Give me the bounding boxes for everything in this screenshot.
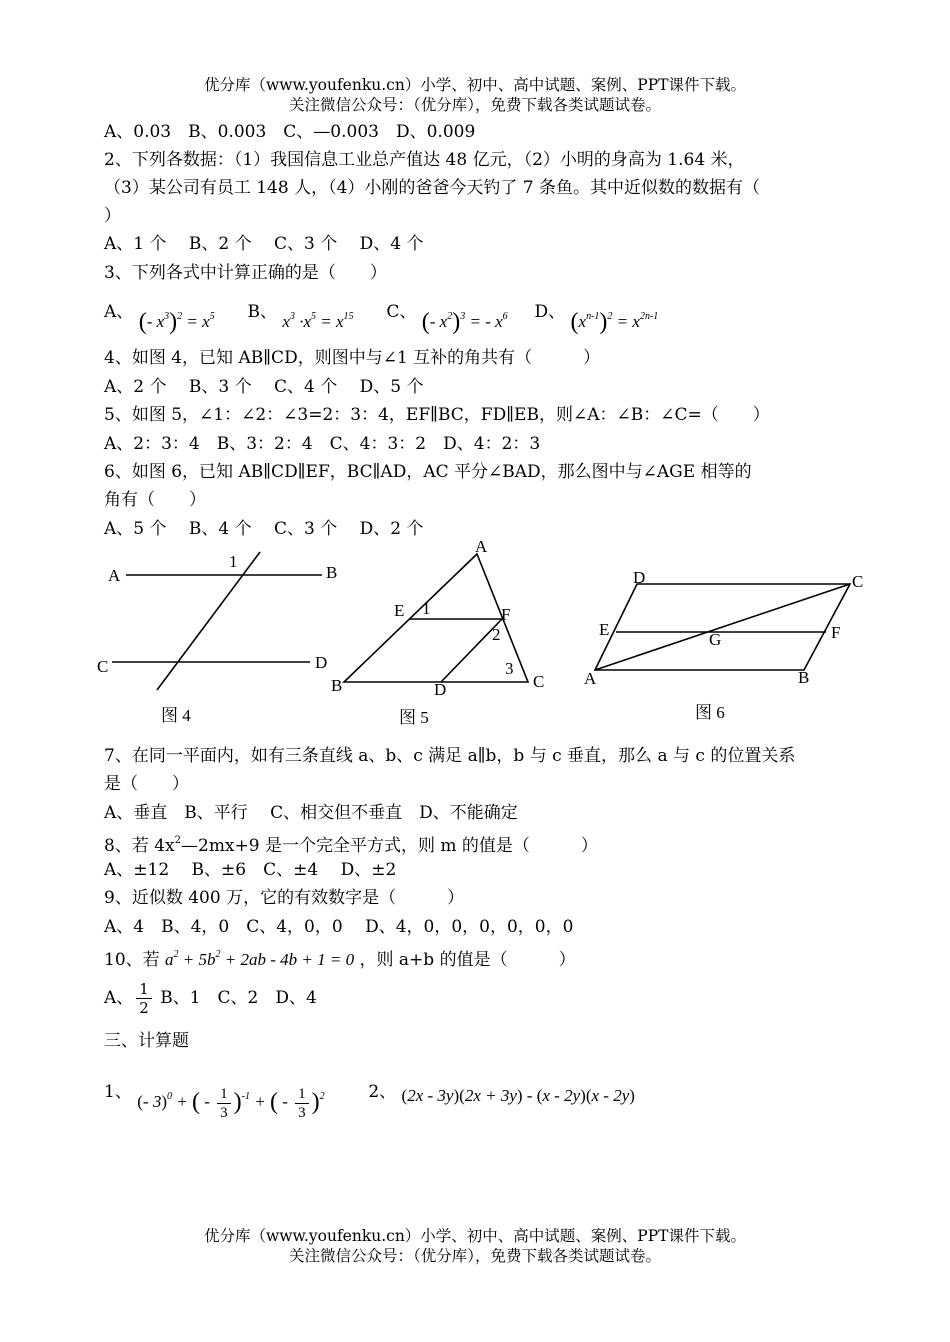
fig6-label-e: E [599,620,610,639]
fig6-caption: 图 6 [695,703,725,722]
fig5-label-a: A [475,537,488,556]
calc-problems [104,1072,635,1122]
calc2-label: 2、 [368,1082,397,1102]
q2-options: A、1 个 B、2 个 C、3 个 D、4 个 [104,234,424,254]
fig6-label-a: A [584,669,597,688]
q7-line-1: 7、在同一平面内，如有三条直线 a、b、c 满足 a∥b，b 与 c 垂直，那么 a 与 c 的位置关系 [104,746,796,766]
q2-line-2: （3）某公司有员工 148 人，（4）小刚的爸爸今天钓了 7 条鱼。其中近似数的数据有（ [104,178,761,198]
q3-formula-d: $(x^{n-1})^2 = x^{2n-1}$ [570,309,659,335]
fig5-label-angle1: 1 [422,599,431,618]
q3-label-b: B、 [247,302,277,322]
q9-stem: 9、近似数 400 万，它的有效数字是（ ） [104,888,465,908]
fig4-caption: 图 4 [161,706,191,725]
q3-stem: 3、下列各式中计算正确的是（ ） [104,263,387,283]
fig5-label-b: B [331,676,343,695]
q5-stem: 5、如图 5，∠1：∠2：∠3=2：3：4，EF∥BC，FD∥EB，则∠A：∠B：∠C=（ ） [104,405,770,425]
fig6-label-f: F [831,623,841,642]
q3-label-d: D、 [534,302,566,322]
fig4-label-angle1: 1 [229,552,238,571]
fig6-label-b: B [798,668,810,687]
q8-pre: 8、若 4x [104,836,175,856]
fig5-label-f: F [501,605,511,624]
q10-stem [104,944,576,971]
footer-line-1: 优分库（www.youfenku.cn）小学、初中、高中试题、案例、PPT课件下载。 [203,1227,747,1245]
fig4-label-c: C [97,657,109,676]
q7-line-2: 是（ ） [104,774,189,794]
q2-line-1: 2、下列各数据：（1）我国信息工业总产值达 48 亿元，（2）小明的身高为 1.64 米， [104,150,745,170]
q10-options [104,976,317,1020]
q7-options: A、垂直 B、平行 C、相交但不垂直 D、不能确定 [104,803,518,823]
section3-title: 三、计算题 [104,1031,189,1051]
q10-opt-a: A、 [104,988,134,1008]
q9-options: A、4 B、4，0 C、4，0，0 D、4，0，0，0，0，0，0 [104,917,574,937]
fig4-transversal [157,552,260,690]
q3-label-c: C、 [386,302,417,322]
q10-equation: $a^2 + 5b^2 + 2ab - 4b + 1 = 0$ [165,949,355,969]
fig5-label-c: C [533,672,545,691]
q3-formula-a: (- $x^3)^2 = x^5$ [138,309,215,335]
fig5-label-angle2: 2 [492,625,501,644]
q6-line-2: 角有（ ） [104,490,206,510]
fig6-label-g: G [709,630,722,649]
q8-post: —2mx+9 是一个完全平方式，则 m 的值是（ ） [181,836,598,856]
calc1-label: 1、 [104,1082,132,1102]
q8-stem [104,830,598,857]
fig5-label-e: E [394,601,405,620]
q10-rest: B、1 C、2 D、4 [160,988,317,1008]
q6-options: A、5 个 B、4 个 C、3 个 D、2 个 [104,519,424,539]
fig5-label-angle3: 3 [505,659,514,678]
q10-post: ，则 a+b 的值是（ ） [359,950,576,970]
calc2-formula: (2x - 3y)(2x + 3y) - (x - 2y)(x - 2y) [401,1086,635,1105]
header-line-2: 关注微信公众号：（优分库），免费下载各类试题试卷。 [288,96,661,114]
fig4-label-d: D [315,653,328,672]
q8-options: A、±12 B、±6 C、±4 D、±2 [104,860,397,880]
fig4-label-a: A [108,566,121,585]
q3-formula-b: $x^3 \cdot x^5 = x^{15}$ [282,311,354,331]
fig5-caption: 图 5 [399,708,429,727]
q8-sup: 2 [174,835,181,846]
q2-line-3: ） [104,206,121,226]
q10-frac-num: 1 [136,980,152,999]
q6-line-1: 6、如图 6，已知 AB∥CD∥EF，BC∥AD，AC 平分∠BAD，那么图中与∠AGE 相等的 [104,462,752,482]
fig5-label-d: D [434,680,447,699]
q3-label-a: A、 [104,302,134,322]
fig4-label-b: B [326,563,338,582]
fig6-label-c: C [852,572,864,591]
q10-fraction [136,980,152,1017]
fig6-label-d: D [633,568,646,587]
calc1-formula: (- 3)$^0$ + ( - $\frac{1}{3}$ )$^{-1}$ + ( - $\frac{1}{3}$ )$^2$ [137,1085,325,1121]
q10-pre: 10、若 [104,950,160,970]
header-line-1: 优分库（www.youfenku.cn）小学、初中、高中试题、案例、PPT课件下载。 [203,76,747,94]
q5-options: A、2：3：4 B、3：2：4 C、4：3：2 D、4：2：3 [104,434,541,454]
q4-stem: 4、如图 4，已知 AB∥CD，则图中与∠1 互补的角共有（ ） [104,348,601,368]
q10-frac-den: 2 [139,999,149,1017]
q4-options: A、2 个 B、3 个 C、4 个 D、5 个 [104,377,424,397]
q3-formula-c: (- $x^2)^3$ = - $x^6$ [421,309,508,335]
q1-options: A、0.03 B、0.003 C、—0.003 D、0.009 [104,122,476,142]
footer-line-2: 关注微信公众号：（优分库），免费下载各类试题试卷。 [288,1247,661,1265]
